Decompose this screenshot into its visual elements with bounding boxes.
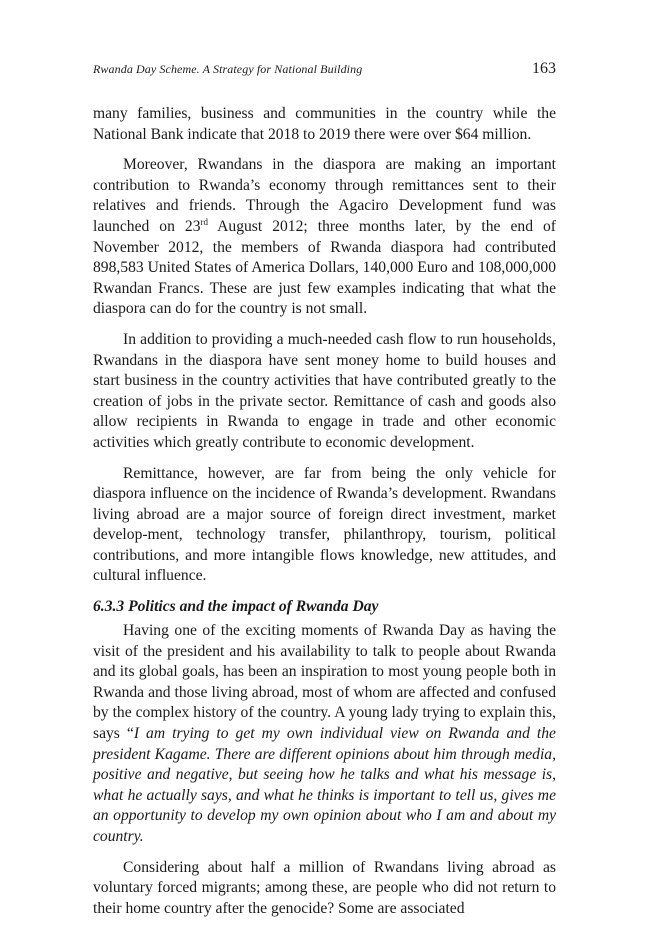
paragraph-2 xyxy=(93,155,556,320)
paragraph-6: Considering about half a million of Rwandans living abroad as voluntary forced migrants; among these, are people who did not return to their home country after the genocide? Some are associated xyxy=(93,858,556,917)
paragraph-4: Remittance, however, are far from being the only vehicle for diaspora influence on the incidence of Rwanda’s development. Rwandans living abroad are a major source of foreign direct investment, market develop-ment, technology transfer, philanthropy, tourism, political contributions, and more intangible flows knowledge, new attitudes, and cultural influence. xyxy=(93,464,556,585)
page-number: 163 xyxy=(532,60,556,77)
paragraph-3: In addition to providing a much-needed cash flow to run households, Rwandans in the diaspora have sent money home to build houses and start business in the country activities that have contributed greatly to the creation of jobs in the private sector. Remittance of cash and goods also allow recipients in Rwanda to engage in trade and other economic activities which greatly contribute to economic development. xyxy=(93,330,556,451)
paragraph-5-text: Having one of the exciting moments of Rwanda Day as having the visit of the president and his availability to talk to people about Rwanda and its global goals, has been an inspiration to most young people both in Rwanda and those living abroad, most of whom are affected and confused by the complex history of the country. A young lady trying to explain this, says “ xyxy=(93,622,556,743)
paragraph-1: many families, business and communities in the country while the National Bank indicate that 2018 to 2019 there were over $64 million. xyxy=(93,105,556,143)
running-header xyxy=(93,60,556,86)
paragraph-5 xyxy=(93,621,556,848)
interview-quote: I am trying to get my own individual view on Rwanda and the president Kagame. There are different opinions about him through media, positive and negative, but seeing how he talks and what his message is, what he actually says, and what he thinks is important to tell us, gives me an opportunity to develop my own opinion about who I am and about my country. xyxy=(93,725,556,845)
ordinal-suffix: rd xyxy=(200,216,208,227)
section-heading: 6.3.3 Politics and the impact of Rwanda Day xyxy=(93,598,379,616)
paragraph-2-text-a: Moreover, Rwandans in the diaspora are making an important contribution to Rwanda’s economy through remittances sent to their relatives and friends. Through the Agaciro Development fund was launched on 23 xyxy=(93,156,556,235)
running-title: Rwanda Day Scheme. A Strategy for National Building xyxy=(93,62,363,76)
paragraph-2-text-b: August 2012; three months later, by the end of November 2012, the members of Rwanda diaspora had contributed 898,583 United States of America Dollars, 140,000 Euro and 108,000,000 Rwandan Francs. These are just few examples indicating that what the diaspora can do for the country is not small. xyxy=(93,217,556,318)
book-page xyxy=(93,60,556,919)
